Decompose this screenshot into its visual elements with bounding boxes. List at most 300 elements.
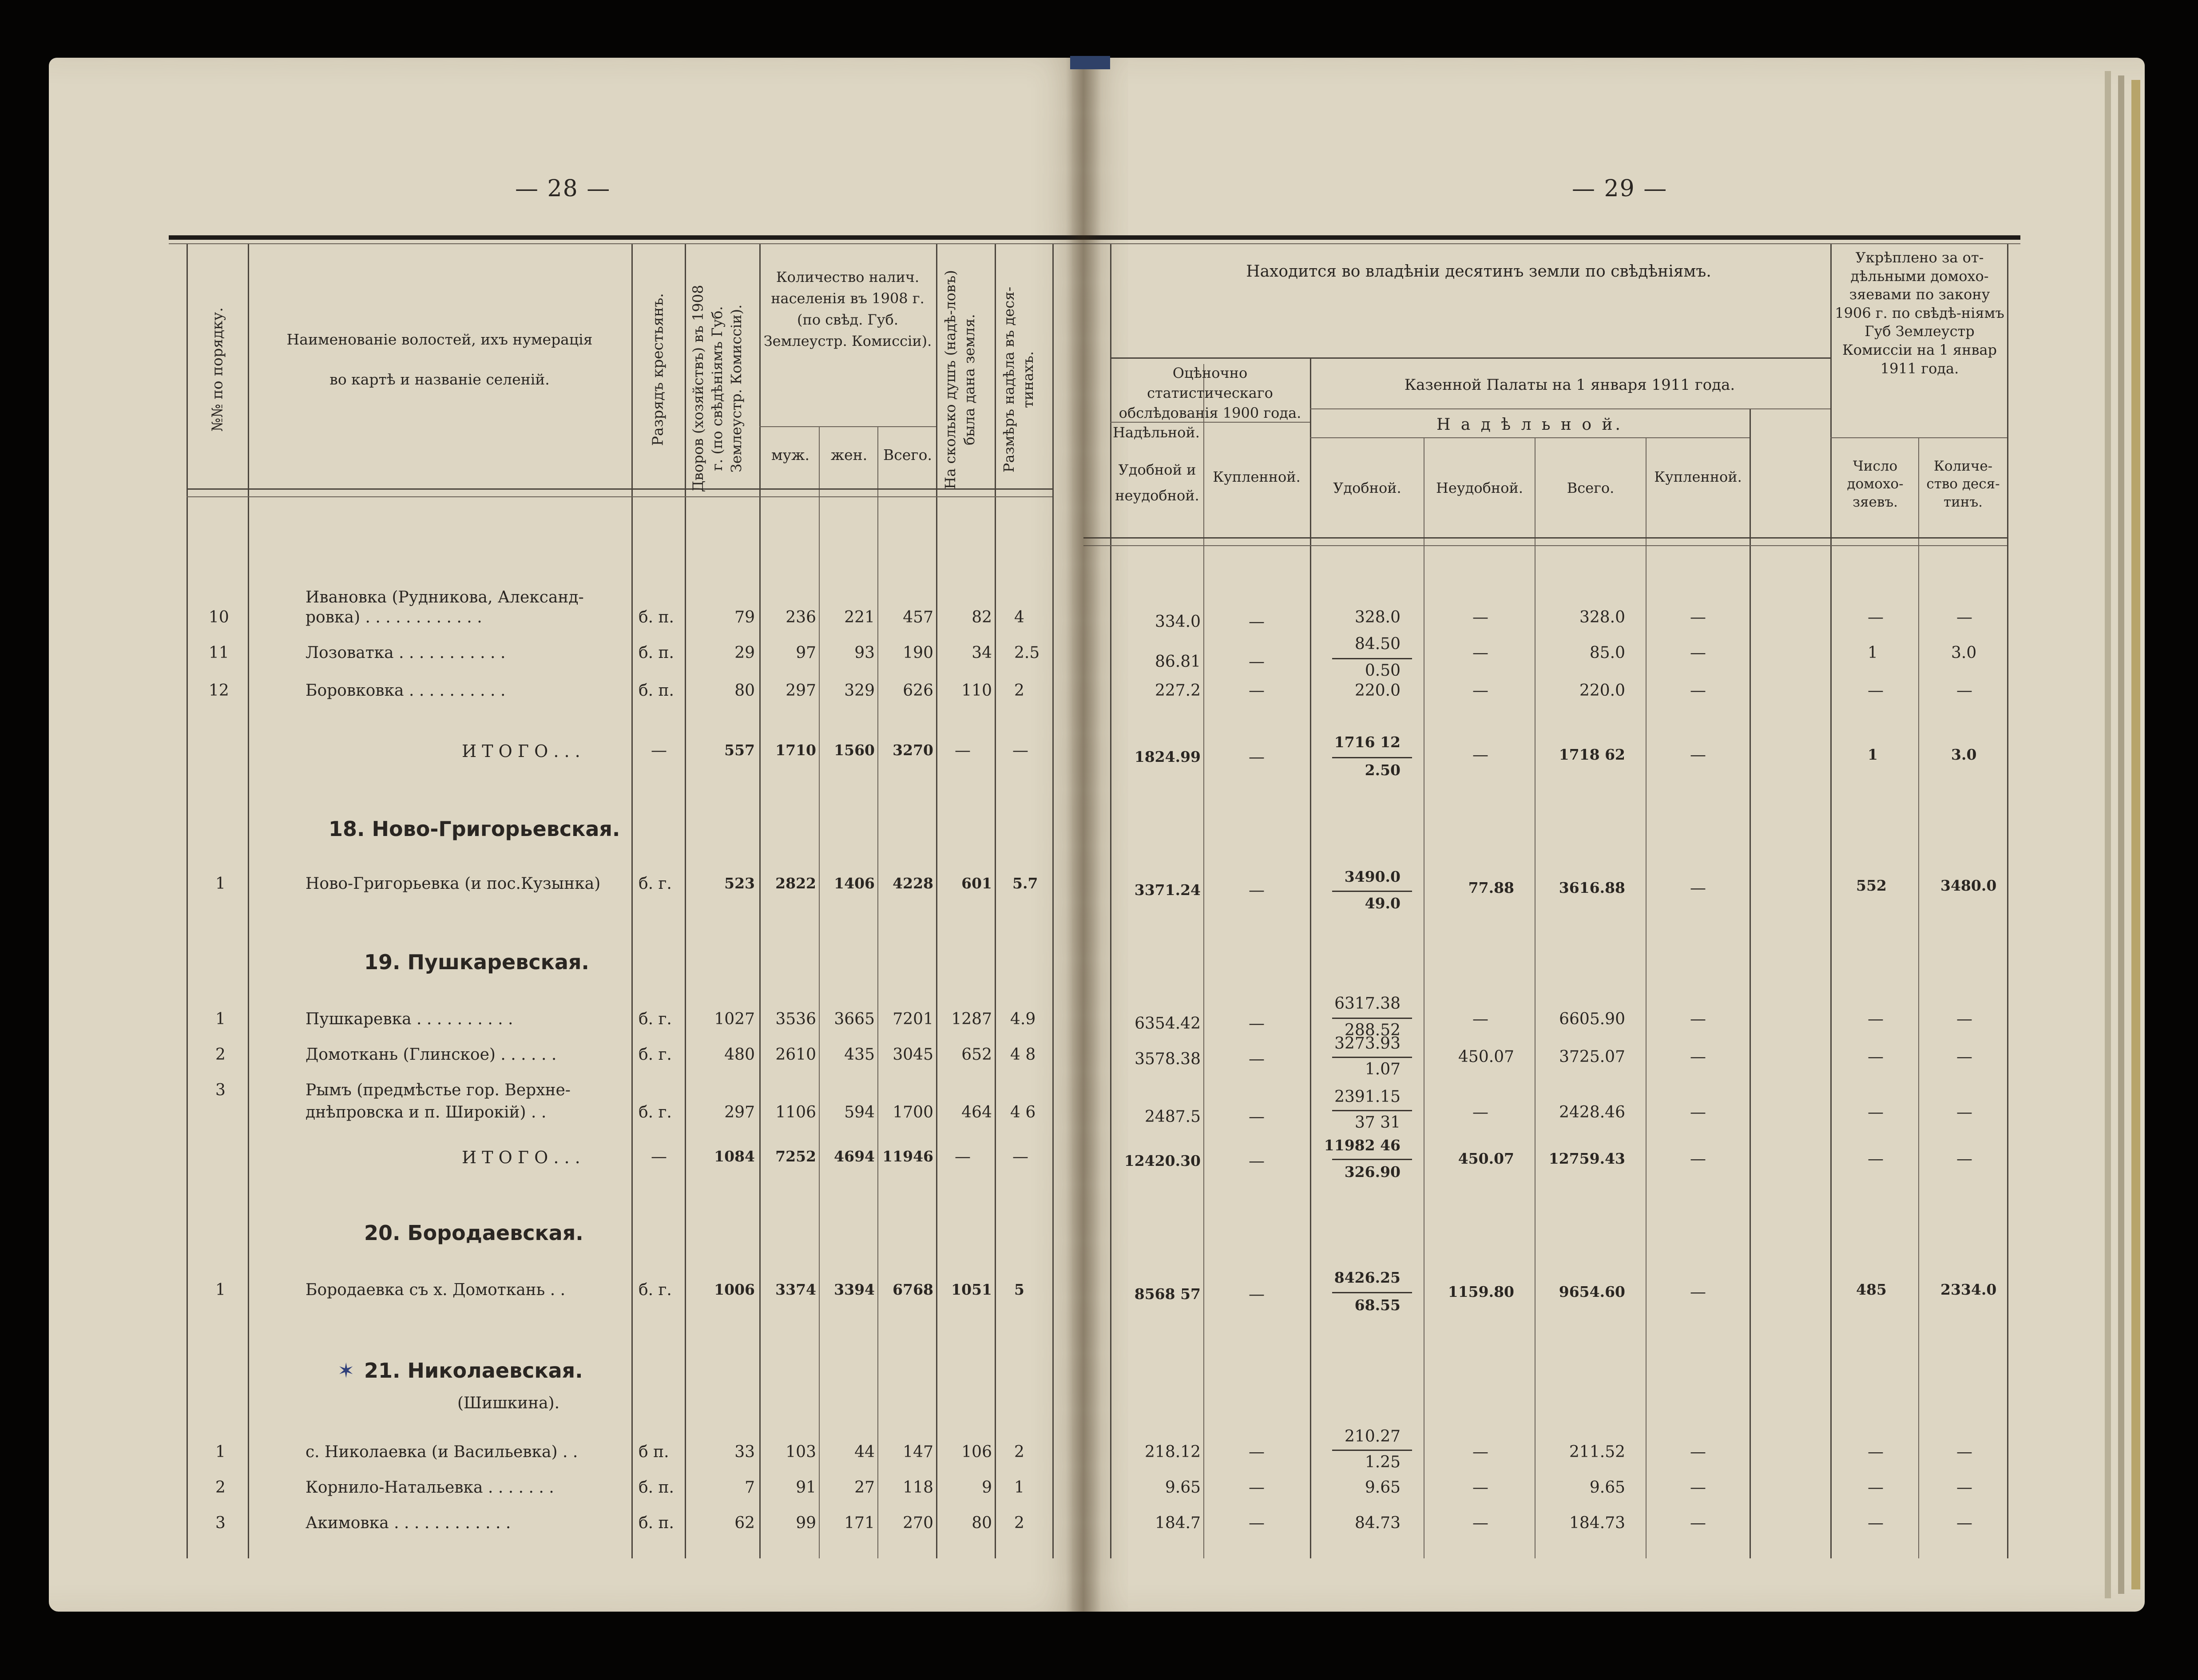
- arable-a: 8426.25: [1334, 1269, 1401, 1286]
- non-arable: —: [1472, 1478, 1488, 1497]
- fraction-line: [1332, 1292, 1412, 1293]
- non-arable: 77.88: [1468, 879, 1514, 896]
- souls: 106: [961, 1443, 992, 1461]
- header-bottom-line-2: [186, 496, 1052, 497]
- allotment-size: —: [1012, 741, 1028, 760]
- pop-subheader-line: [759, 426, 936, 427]
- village-name: Ивановка (Рудникова, Александ-: [305, 588, 584, 606]
- header-num-desyatins: Количе-ство деся-тинъ.: [1926, 458, 2000, 510]
- total: 4228: [893, 875, 933, 892]
- yards: 1027: [714, 1010, 755, 1028]
- female: 27: [854, 1478, 875, 1497]
- col-line: [186, 244, 188, 1558]
- female: 221: [844, 608, 875, 626]
- col-line: [1750, 408, 1751, 1558]
- fraction-line: [1332, 1110, 1412, 1111]
- book-gutter: [1066, 58, 1101, 1612]
- arable: 220.0: [1354, 682, 1401, 700]
- purchased: —: [1249, 1108, 1265, 1126]
- allotment-size: 4.9: [1010, 1010, 1036, 1028]
- male: 236: [786, 608, 816, 626]
- desyatins: 3480.0: [1940, 877, 1997, 894]
- total: 85.0: [1589, 644, 1625, 662]
- arable-b: 37 31: [1354, 1113, 1401, 1132]
- yards: 1084: [714, 1148, 755, 1165]
- total: 3616.88: [1559, 879, 1625, 896]
- non-arable: 450.07: [1458, 1150, 1514, 1167]
- female: 1560: [834, 741, 875, 759]
- souls: —: [955, 741, 971, 760]
- purchased-2: —: [1690, 1150, 1706, 1168]
- section-title-19: 19. Пушкаревская.: [364, 950, 589, 974]
- header-bottom-line-2: [1083, 545, 2007, 546]
- header-treasury: Казенной Палаты на 1 января 1911 года.: [1404, 376, 1735, 394]
- allotment-size: 2: [1014, 682, 1024, 700]
- header-allot-spaced: Н а д ѣ л ь н о й.: [1436, 416, 1623, 434]
- total: 147: [903, 1443, 933, 1461]
- row-number: 1: [215, 1010, 226, 1028]
- non-arable: —: [1472, 682, 1488, 700]
- page-28: [49, 58, 1083, 1612]
- header-total: Всего.: [883, 446, 932, 464]
- arable-a: 3490.0: [1344, 868, 1401, 885]
- total: 270: [903, 1514, 933, 1532]
- stat-1900: 8568 57: [1134, 1285, 1201, 1303]
- category: б. г.: [639, 1046, 672, 1064]
- fraction-line: [1332, 1018, 1412, 1019]
- header-line: [1310, 408, 1830, 409]
- purchased-2: —: [1690, 746, 1706, 764]
- purchased: —: [1249, 881, 1265, 899]
- header-rule: [169, 235, 1083, 240]
- yards: 80: [734, 682, 755, 700]
- total: 7201: [893, 1010, 933, 1028]
- arable-b: 288.52: [1345, 1021, 1401, 1039]
- allotment-size: 1: [1014, 1478, 1024, 1497]
- households: —: [1868, 1150, 1884, 1168]
- purchased-2: —: [1690, 644, 1706, 662]
- non-arable: 1159.80: [1448, 1283, 1514, 1300]
- non-arable: —: [1472, 1010, 1488, 1028]
- yards: 480: [724, 1046, 755, 1064]
- stat-1900: 227.2: [1155, 682, 1201, 700]
- stat-1900: 334.0: [1155, 613, 1201, 631]
- header-category: Разрядъ крестьянъ.: [649, 293, 667, 446]
- page-edge: [2118, 75, 2124, 1594]
- stat-1900: 184.7: [1155, 1514, 1201, 1532]
- category: б. п.: [639, 682, 674, 700]
- yards: 62: [734, 1514, 755, 1532]
- male: 1710: [775, 741, 816, 759]
- arable-b: 326.90: [1344, 1163, 1401, 1181]
- purchased: —: [1249, 1285, 1265, 1304]
- yards: 29: [734, 644, 755, 662]
- header-rule-thin: [169, 243, 1083, 244]
- male: 91: [796, 1478, 816, 1497]
- page-edge: [2105, 71, 2111, 1598]
- arable-a: 1716 12: [1334, 733, 1401, 751]
- village-name-cont: днѣпровска и п. Широкій) . .: [305, 1103, 547, 1121]
- total: 3045: [893, 1046, 933, 1064]
- header-bottom-line: [186, 488, 1052, 490]
- asterisk-mark-icon: ✶: [337, 1359, 355, 1383]
- souls: 601: [961, 875, 992, 892]
- purchased: —: [1249, 1050, 1265, 1068]
- header-size: Размѣръ надѣла въ деся-тинахъ.: [1000, 286, 1037, 473]
- header-rule-thin: [1083, 243, 2020, 244]
- col-line: [877, 426, 878, 1558]
- category: б. п.: [639, 608, 674, 626]
- total: 184.73: [1569, 1514, 1625, 1532]
- header-female: жен.: [830, 446, 868, 464]
- col-line: [936, 244, 937, 1558]
- col-line: [2007, 244, 2008, 1558]
- fraction-line: [1332, 1450, 1412, 1451]
- header-purchased: Купленной.: [1213, 468, 1301, 485]
- purchased-2: —: [1690, 682, 1706, 700]
- male: 1106: [775, 1103, 816, 1121]
- purchased: —: [1249, 653, 1265, 671]
- stat-1900: 2487.5: [1145, 1108, 1201, 1126]
- purchased-2: —: [1690, 1103, 1706, 1121]
- yards: 523: [724, 875, 755, 892]
- total: 6605.90: [1559, 1010, 1625, 1028]
- total: 626: [903, 682, 933, 700]
- allotment-size: 2.5: [1014, 644, 1040, 662]
- header-bottom-line: [1083, 537, 2007, 539]
- desyatins: 2334.0: [1940, 1281, 1997, 1298]
- stat-1900: 86.81: [1155, 653, 1201, 671]
- desyatins: —: [1956, 1478, 1972, 1497]
- households: 1: [1868, 644, 1878, 662]
- col-line: [685, 244, 686, 1558]
- row-number: 10: [209, 608, 229, 626]
- header-name-2: во картѣ и названіе селеній.: [329, 371, 550, 388]
- souls: 1051: [951, 1281, 992, 1298]
- desyatins: —: [1956, 608, 1972, 626]
- header-arable: Удобной.: [1333, 479, 1401, 496]
- header-rule: [1083, 235, 2020, 240]
- header-line: [1110, 357, 1830, 359]
- households: —: [1868, 1478, 1884, 1497]
- category: б. г.: [639, 1010, 672, 1028]
- female: 4694: [834, 1148, 875, 1165]
- category: б. г.: [639, 1281, 672, 1299]
- header-non-arable: Неудобной.: [1436, 479, 1523, 496]
- col-line: [1830, 244, 1832, 1558]
- stat-1900: 9.65: [1165, 1478, 1201, 1497]
- arable-a: 11982 46: [1324, 1137, 1401, 1154]
- male: 3536: [775, 1010, 816, 1028]
- female: 3394: [834, 1281, 875, 1298]
- category: б. п.: [639, 1478, 674, 1497]
- header-souls: На сколько душъ (надѣ-ловъ) была дана земля.: [942, 270, 978, 489]
- souls: 34: [972, 644, 992, 662]
- allotment-size: 4 8: [1010, 1046, 1036, 1064]
- stat-1900: 3578.38: [1135, 1050, 1201, 1068]
- total: 6768: [893, 1281, 933, 1298]
- arable-a: 2391.15: [1334, 1088, 1401, 1106]
- header-top: Находится во владѣніи десятинъ земли по свѣдѣніямъ.: [1246, 262, 1711, 281]
- village-name: Ново-Григорьевка (и пос.Кузынка): [305, 875, 601, 893]
- header-line: [1830, 437, 2007, 438]
- yards: 297: [724, 1103, 755, 1121]
- souls: 1287: [951, 1010, 992, 1028]
- arable-b: 1.25: [1365, 1453, 1401, 1471]
- category: б. п.: [639, 644, 674, 662]
- arable-a: 6317.38: [1334, 995, 1401, 1013]
- yards: 33: [734, 1443, 755, 1461]
- header-purchased-2: Купленной.: [1654, 468, 1742, 485]
- header-yards: Дворов (хозяйствъ) въ 1908 г. (по свѣдѣніямъ Губ. Землеустр. Комиссіи).: [690, 285, 745, 492]
- arable-a: 3273.93: [1334, 1034, 1401, 1053]
- col-line: [819, 426, 820, 1558]
- header-secured: Укрѣплено за от-дѣльными домохо-зяевами по закону 1906 г. по свѣдѣ-ніямъ Губ Землеустр Комиссіи на 1 январ 1911 года.: [1835, 249, 2004, 377]
- male: 99: [796, 1514, 816, 1532]
- header-line: [1310, 437, 1750, 438]
- spine-band: [1070, 56, 1110, 69]
- allotment-size: —: [1012, 1148, 1028, 1166]
- households: —: [1868, 682, 1884, 700]
- header-name-1: Наименованіе волостей, ихъ нумерація: [286, 331, 593, 348]
- row-number: 2: [215, 1046, 226, 1064]
- village-name: Корнило-Натальевка . . . . . . .: [305, 1478, 554, 1497]
- header-arable-and-non: Удобной и неудобной.: [1115, 461, 1199, 504]
- category: б. п.: [639, 1514, 674, 1532]
- female: 93: [854, 644, 875, 662]
- total: 1700: [893, 1103, 933, 1121]
- col-line: [995, 244, 996, 1558]
- desyatins: 3.0: [1951, 746, 1977, 763]
- yards: 1006: [714, 1281, 755, 1298]
- female: 1406: [834, 875, 875, 892]
- purchased: —: [1249, 1514, 1265, 1532]
- row-number: 11: [209, 644, 229, 662]
- purchased: —: [1249, 682, 1265, 700]
- female: 3665: [834, 1010, 875, 1028]
- souls: 9: [982, 1478, 992, 1497]
- non-arable: —: [1472, 1103, 1488, 1121]
- non-arable: —: [1472, 1443, 1488, 1461]
- purchased: —: [1249, 1152, 1265, 1170]
- total: 118: [903, 1478, 933, 1497]
- female: 171: [844, 1514, 875, 1532]
- souls: 652: [961, 1046, 992, 1064]
- category: б. г.: [639, 875, 672, 893]
- purchased-2: —: [1690, 879, 1706, 897]
- village-name: Пушкаревка . . . . . . . . . .: [305, 1010, 513, 1028]
- allotment-size: 5.7: [1012, 875, 1038, 892]
- total-label: И Т О Г О . . .: [462, 741, 580, 761]
- row-number: 12: [209, 682, 229, 700]
- row-number: 1: [215, 1443, 226, 1461]
- col-line: [759, 244, 761, 1558]
- open-book: [49, 58, 2145, 1612]
- page-edge: [2131, 80, 2140, 1589]
- yards: 557: [724, 741, 755, 759]
- col-line: [1918, 437, 1919, 1558]
- purchased: —: [1249, 1443, 1265, 1461]
- male: 2610: [775, 1046, 816, 1064]
- households: 552: [1856, 877, 1887, 894]
- allotment-size: 5: [1014, 1281, 1024, 1298]
- desyatins: —: [1956, 1443, 1972, 1461]
- desyatins: —: [1956, 1010, 1972, 1028]
- female: 594: [844, 1103, 875, 1121]
- header-num-households: Число домохо-зяевъ.: [1847, 458, 1904, 510]
- allotment-size: 4 6: [1010, 1103, 1036, 1121]
- page-number-right: — 29 —: [1572, 175, 1668, 202]
- purchased: —: [1249, 748, 1265, 766]
- households: 1: [1868, 746, 1878, 763]
- allotment-size: 2: [1014, 1443, 1024, 1461]
- village-name: Акимовка . . . . . . . . . . . .: [305, 1514, 511, 1532]
- village-name: Лозоватка . . . . . . . . . . .: [305, 644, 506, 662]
- households: 485: [1856, 1281, 1887, 1298]
- section-title-18: 18. Ново-Григорьевская.: [329, 817, 620, 841]
- total: 2428.46: [1559, 1103, 1625, 1121]
- row-number: 3: [215, 1514, 226, 1532]
- header-population: Количество налич. населенія въ 1908 г. (по свѣд. Губ. Землеустр. Комиссіи).: [763, 269, 932, 349]
- arable-b: 68.55: [1354, 1296, 1401, 1314]
- header-no: №№ по порядку.: [208, 307, 226, 432]
- village-name: Бородаевка съ х. Домоткань . .: [305, 1281, 566, 1299]
- total: 3725.07: [1559, 1048, 1625, 1066]
- arable: 9.65: [1365, 1478, 1401, 1497]
- purchased-2: —: [1690, 1010, 1706, 1028]
- col-line: [631, 244, 633, 1558]
- arable-b: 0.50: [1365, 662, 1401, 680]
- purchased-2: —: [1690, 1443, 1706, 1461]
- souls: —: [955, 1148, 971, 1166]
- non-arable: —: [1472, 746, 1488, 764]
- male: 103: [786, 1443, 816, 1461]
- purchased-2: —: [1690, 1478, 1706, 1497]
- fraction-line: [1332, 757, 1412, 758]
- col-line: [1110, 244, 1111, 1558]
- purchased: —: [1249, 1014, 1265, 1033]
- village-name-cont: ровка) . . . . . . . . . . . .: [305, 608, 482, 626]
- female: 44: [854, 1443, 875, 1461]
- stat-1900: 3371.24: [1134, 881, 1201, 899]
- fraction-line: [1332, 658, 1412, 659]
- total: 190: [903, 644, 933, 662]
- purchased: —: [1249, 1478, 1265, 1497]
- total: 3270: [893, 741, 933, 759]
- yards: 7: [745, 1478, 755, 1497]
- arable-a: 210.27: [1345, 1427, 1401, 1446]
- purchased-2: —: [1690, 1514, 1706, 1532]
- souls: 464: [961, 1103, 992, 1121]
- header-allot-short: Надѣльной.: [1113, 424, 1200, 441]
- total: 12759.43: [1548, 1150, 1625, 1167]
- total: 9.65: [1589, 1478, 1625, 1497]
- section-title-21: 21. Николаевская.: [364, 1359, 583, 1383]
- non-arable: —: [1472, 1514, 1488, 1532]
- souls: 110: [961, 682, 992, 700]
- total: 220.0: [1579, 682, 1625, 700]
- col-line: [1646, 437, 1647, 1558]
- arable-b: 1.07: [1365, 1060, 1401, 1078]
- households: —: [1868, 1103, 1884, 1121]
- desyatins: —: [1956, 1048, 1972, 1066]
- category: б п.: [639, 1443, 669, 1461]
- row-number: 2: [215, 1478, 226, 1497]
- total-label: И Т О Г О . . .: [462, 1148, 580, 1167]
- total: 328.0: [1579, 608, 1625, 626]
- arable-a: 84.50: [1354, 635, 1401, 653]
- stat-1900: 1824.99: [1134, 748, 1201, 765]
- fraction-line: [1332, 891, 1412, 892]
- stat-1900: 218.12: [1145, 1443, 1201, 1461]
- female: 435: [844, 1046, 875, 1064]
- purchased-2: —: [1690, 1283, 1706, 1301]
- total: 211.52: [1569, 1443, 1625, 1461]
- row-number: 1: [215, 1281, 226, 1299]
- header-total: Всего.: [1567, 479, 1615, 496]
- desyatins: —: [1956, 1150, 1972, 1168]
- households: —: [1868, 1010, 1884, 1028]
- row-number: 3: [215, 1081, 226, 1099]
- desyatins: 3.0: [1951, 644, 1977, 662]
- desyatins: —: [1956, 1103, 1972, 1121]
- non-arable: 450.07: [1458, 1048, 1514, 1066]
- category: —: [651, 1148, 667, 1166]
- households: —: [1868, 1443, 1884, 1461]
- col-line: [248, 244, 249, 1558]
- total: 11946: [882, 1148, 933, 1165]
- section-title-20: 20. Бородаевская.: [364, 1221, 583, 1245]
- male: 3374: [775, 1281, 816, 1298]
- header-male: муж.: [771, 446, 809, 464]
- purchased-2: —: [1690, 608, 1706, 626]
- female: 329: [844, 682, 875, 700]
- souls: 80: [972, 1514, 992, 1532]
- section-subtitle-21: (Шишкина).: [457, 1394, 560, 1412]
- header-stat-1900: Оцѣночно статистическаго обслѣдованія 1900 года.: [1119, 365, 1301, 421]
- total: 1718 62: [1559, 746, 1625, 763]
- village-name: Боровковка . . . . . . . . . .: [305, 682, 506, 700]
- souls: 82: [972, 608, 992, 626]
- male: 7252: [775, 1148, 816, 1165]
- arable-b: 49.0: [1365, 895, 1401, 912]
- non-arable: —: [1472, 644, 1488, 662]
- page-number-left: — 28 —: [515, 175, 611, 202]
- desyatins: —: [1956, 1514, 1972, 1532]
- allotment-size: 4: [1014, 608, 1024, 626]
- col-line: [1052, 244, 1054, 1558]
- households: —: [1868, 1514, 1884, 1532]
- purchased-2: —: [1690, 1048, 1706, 1066]
- purchased: —: [1249, 613, 1265, 631]
- row-number: 1: [215, 875, 226, 893]
- total: 9654.60: [1559, 1283, 1625, 1300]
- yards: 79: [734, 608, 755, 626]
- households: —: [1868, 1048, 1884, 1066]
- stat-1900: 12420.30: [1124, 1152, 1201, 1169]
- village-name: Рымъ (предмѣстье гор. Верхне-: [305, 1081, 571, 1099]
- fraction-line: [1332, 1057, 1412, 1058]
- male: 97: [796, 644, 816, 662]
- stat-1900: 6354.42: [1135, 1014, 1201, 1033]
- arable: 84.73: [1354, 1514, 1401, 1532]
- male: 2822: [775, 875, 816, 892]
- arable-b: 2.50: [1365, 761, 1401, 779]
- fraction-line: [1332, 1159, 1412, 1160]
- allotment-size: 2: [1014, 1514, 1024, 1532]
- village-name: с. Николаевка (и Васильевка) . .: [305, 1443, 578, 1461]
- desyatins: —: [1956, 682, 1972, 700]
